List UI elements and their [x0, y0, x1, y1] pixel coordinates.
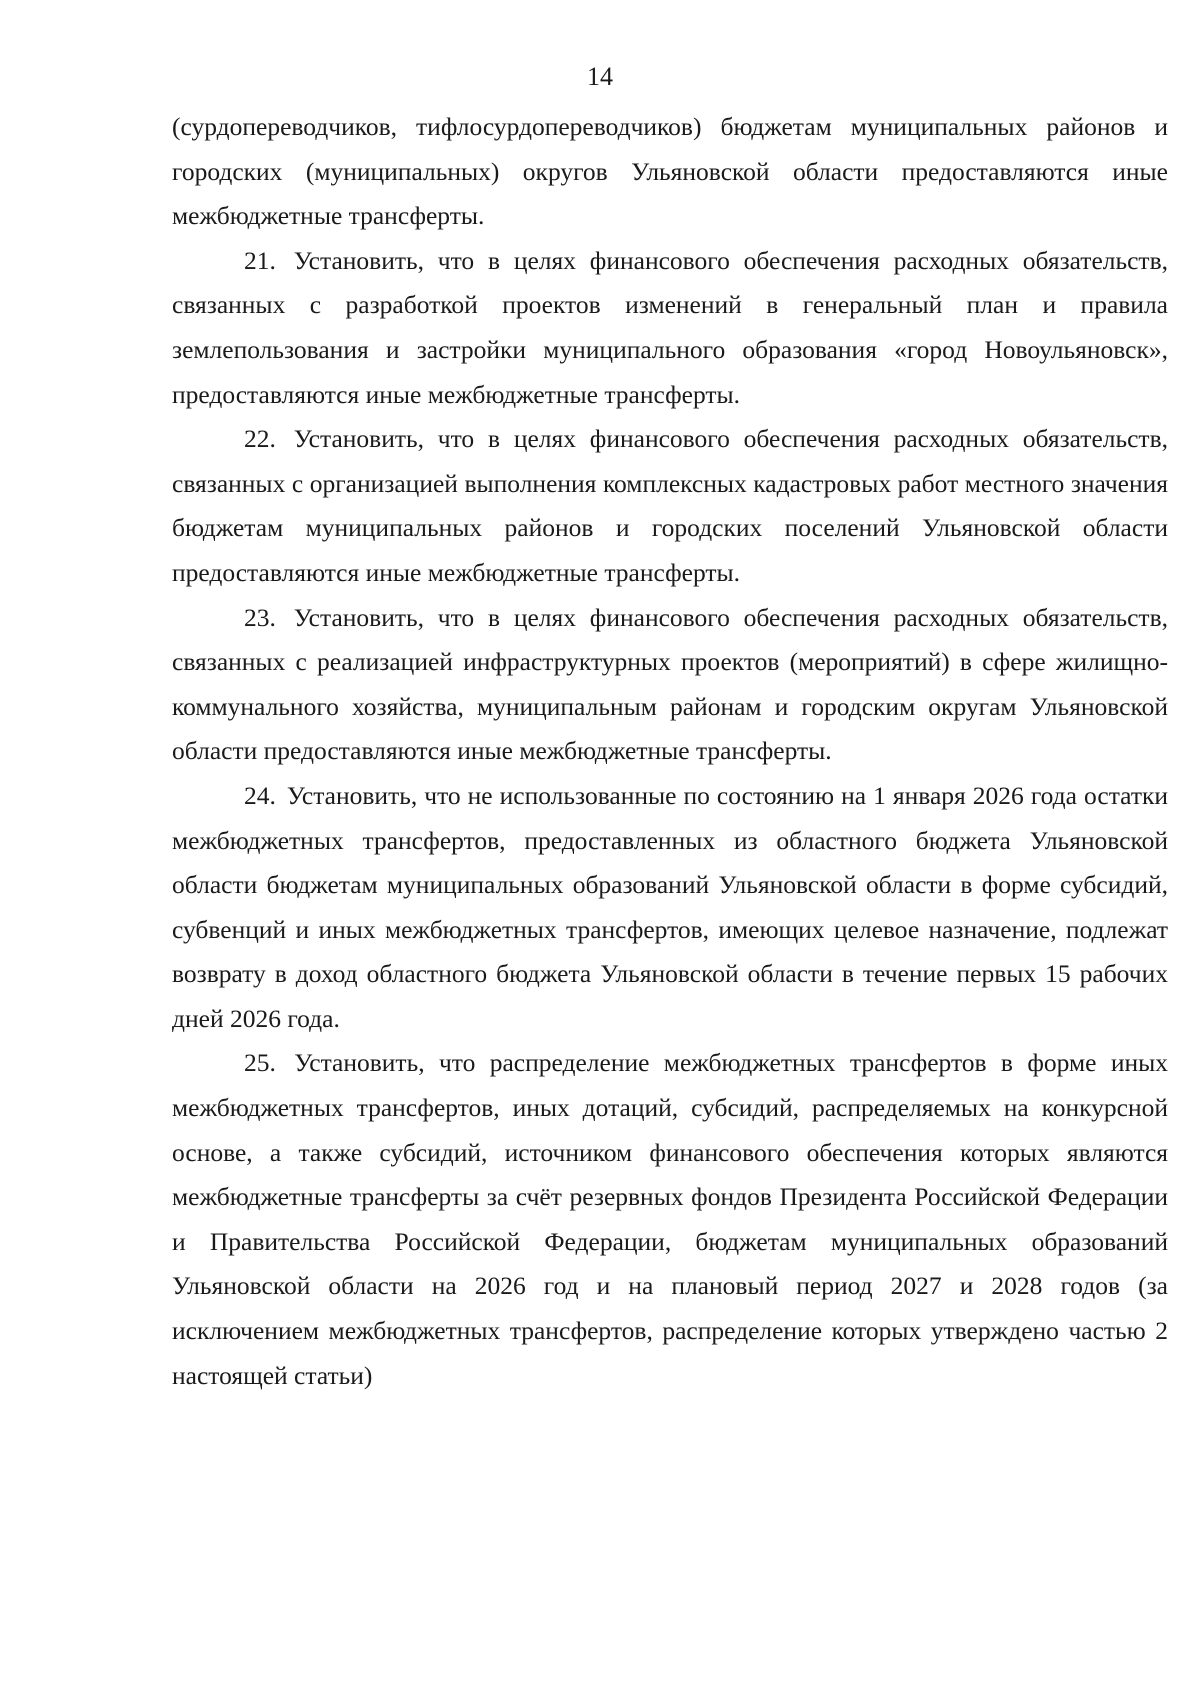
paragraph-25 [172, 1041, 1168, 1398]
paragraph-text: Установить, что не использованные по состоянию на 1 января 2026 года остатки межбюджетных трансфертов, предоставленных из областного бюджета Ульяновской области бюджетам муниципальных образований Ульяновской области в форме субсидий, субвенций и иных межбюджетных трансфертов, имеющих целевое назначение, подлежат возврату в доход областного бюджета Ульяновской области в течение первых 15 рабочих дней 2026 года. [172, 780, 1168, 1033]
paragraph-text: Установить, что в целях финансового обеспечения расходных обязательств, связанных с разработкой проектов изменений в генеральный план и правила землепользования и застройки муниципального образования «город Новоульяновск», предоставляются иные межбюджетные трансферты. [172, 245, 1168, 409]
paragraph-24 [172, 774, 1168, 1042]
paragraph-number: 24. [244, 780, 276, 810]
paragraph-number: 25. [244, 1048, 276, 1078]
paragraph-number: 23. [244, 602, 276, 632]
paragraph-text: Установить, что в целях финансового обеспечения расходных обязательств, связанных с реализацией инфраструктурных проектов (мероприятий) в сфере жилищно-коммунального хозяйства, муниципальным районам и городским округам Ульяновской области предоставляются иные межбюджетные трансферты. [172, 602, 1168, 766]
paragraph-number: 22. [244, 424, 276, 454]
paragraph-continuation [172, 105, 1168, 239]
paragraph-text: (сурдопереводчиков, тифлосурдопереводчиков) бюджетам муниципальных районов и городских (муниципальных) округов Ульяновской области предоставляются иные межбюджетные трансферты. [172, 112, 1168, 231]
paragraph-number: 21. [244, 245, 276, 275]
paragraph-22 [172, 417, 1168, 595]
paragraph-text: Установить, что распределение межбюджетных трансфертов в форме иных межбюджетных трансфертов, иных дотаций, субсидий, распределяемых на конкурсной основе, а также субсидий, источником финансового обеспечения которых являются межбюджетные трансферты за счёт резервных фондов Президента Российской Федерации и Правительства Российской Федерации, бюджетам муниципальных образований Ульяновской области на 2026 год и на плановый период 2027 и 2028 годов (за исключением межбюджетных трансфертов, распределение которых утверждено частью 2 настоящей статьи) [172, 1048, 1168, 1390]
document-body [172, 105, 1168, 1398]
paragraph-23 [172, 596, 1168, 774]
page-number: 14 [587, 62, 613, 91]
paragraph-21 [172, 239, 1168, 417]
paragraph-text: Установить, что в целях финансового обеспечения расходных обязательств, связанных с организацией выполнения комплексных кадастровых работ местного значения бюджетам муниципальных районов и городских поселений Ульяновской области предоставляются иные межбюджетные трансферты. [172, 424, 1168, 587]
